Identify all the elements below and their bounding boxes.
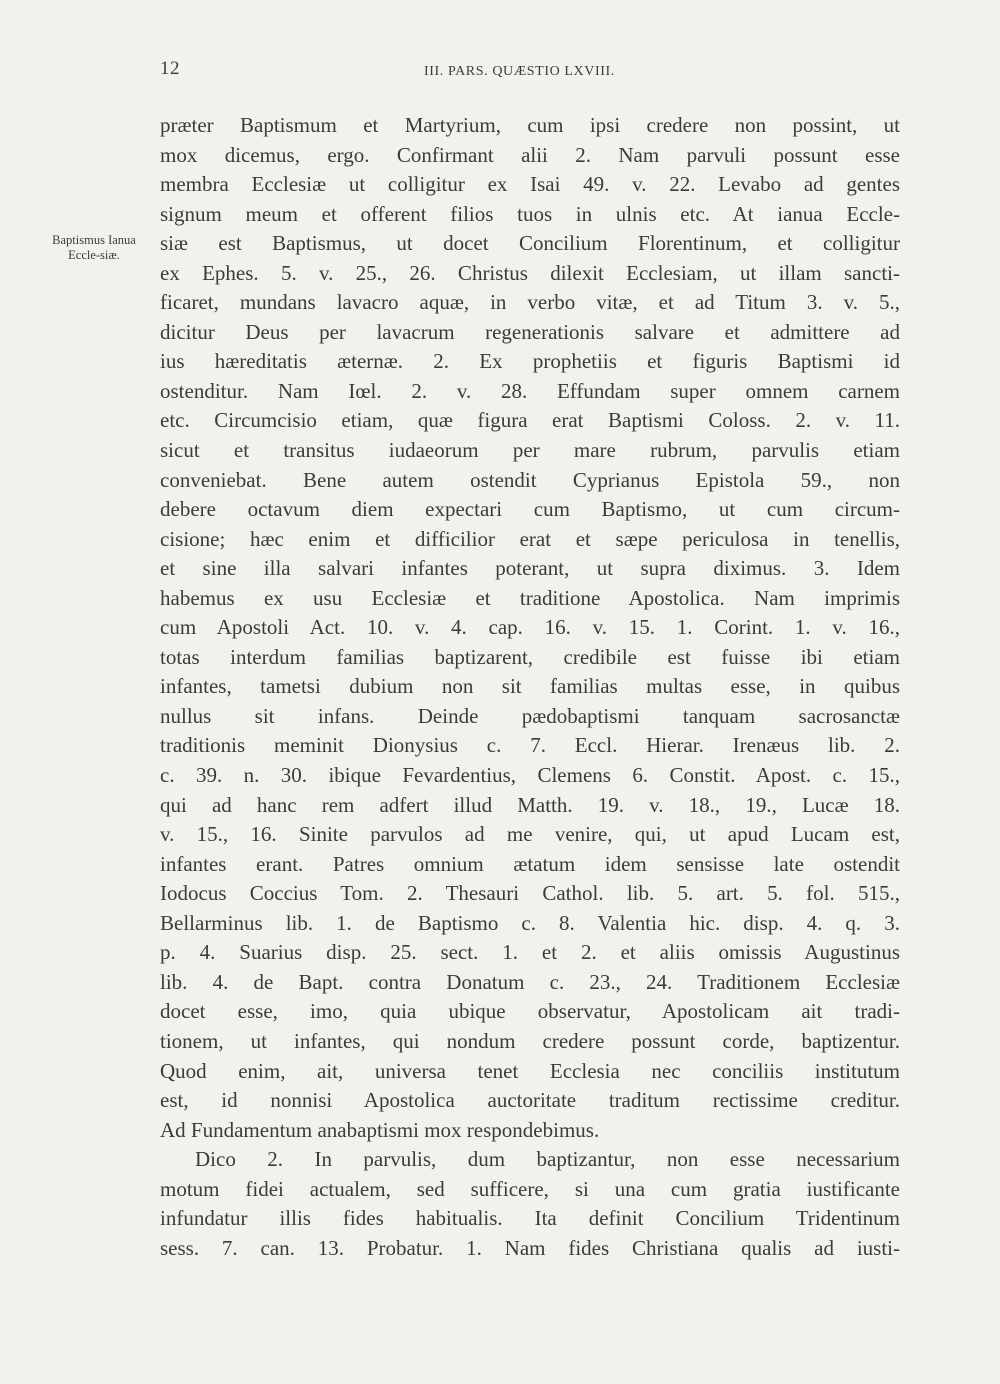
page-number: 12 [160,58,180,79]
text-line: lib. 4. de Bapt. contra Donatum c. 23., 24. Traditionem Ecclesiæ [160,969,900,994]
text-line: et sine illa salvari infantes poterant, ut supra diximus. 3. Idem [160,556,900,581]
text-line: sicut et transitus iudaeorum per mare rubrum, parvulis etiam [160,438,900,463]
text-line: qui ad hanc rem adfert illud Matth. 19. v. 18., 19., Lucæ 18. [160,792,900,817]
text-line: docet esse, imo, quia ubique observatur, Apostolicam ait tradi- [160,999,900,1024]
text-line: infundatur illis fides habitualis. Ita definit Concilium Tridentinum [160,1206,900,1231]
text-line: ex Ephes. 5. v. 25., 26. Christus dilexit Ecclesiam, ut illam sancti- [160,260,900,285]
text-line: c. 39. n. 30. ibique Fevardentius, Clemens 6. Constit. Apost. c. 15., [160,763,900,788]
text-line: p. 4. Suarius disp. 25. sect. 1. et 2. et aliis omissis Augustinus [160,940,900,965]
text-line: cum Apostoli Act. 10. v. 4. cap. 16. v. 15. 1. Corint. 1. v. 16., [160,615,900,640]
text-line: etc. Circumcisio etiam, quæ figura erat Baptismi Coloss. 2. v. 11. [160,408,900,433]
text-line: Quod enim, ait, universa tenet Ecclesia nec conciliis institutum [160,1058,900,1083]
text-line: conveniebat. Bene autem ostendit Cyprianus Epistola 59., non [160,467,900,492]
text-line: habemus ex usu Ecclesiæ et traditione Apostolica. Nam imprimis [160,585,900,610]
body-text [145,111,900,1263]
text-line: v. 15., 16. Sinite parvulos ad me venire, qui, ut apud Lucam est, [160,822,900,847]
margin-note: Baptismus Ianua Eccle-siæ. [52,233,136,262]
running-head: III. PARS. QUÆSTIO LXVIII. [424,64,615,79]
text-line: totas interdum familias baptizarent, credibile est fuisse ibi etiam [160,644,900,669]
text-line: dicitur Deus per lavacrum regenerationis salvare et admittere ad [160,319,900,344]
text-line: nullus sit infans. Deinde pædobaptismi tanquam sacrosanctæ [160,703,900,728]
text-line: Dico 2. In parvulis, dum baptizantur, non esse necessarium [195,1147,900,1172]
text-line: præter Baptismum et Martyrium, cum ipsi credere non possint, ut [160,113,900,137]
text-line: signum meum et offerent filios tuos in ulnis etc. At ianua Eccle- [160,201,900,226]
text-line: Bellarminus lib. 1. de Baptismo c. 8. Valentia hic. disp. 4. q. 3. [160,910,900,935]
text-line: membra Ecclesiæ ut colligitur ex Isai 49. v. 22. Levabo ad gentes [160,172,900,197]
text-line: infantes, tametsi dubium non sit familias multas esse, in quibus [160,674,900,699]
text-line: siæ est Baptismus, ut docet Concilium Florentinum, et colligitur [160,231,900,256]
text-line: motum fidei actualem, sed sufficere, si una cum gratia iustificante [160,1176,900,1201]
text-line: tionem, ut infantes, qui nondum credere possunt corde, baptizentur. [160,1028,900,1053]
text-line: est, id nonnisi Apostolica auctoritate traditum rectissime creditur. [160,1088,900,1113]
text-line: ostenditur. Nam Iœl. 2. v. 28. Effundam super omnem carnem [160,378,900,403]
text-line: mox dicemus, ergo. Confirmant alii 2. Nam parvuli possunt esse [160,142,900,167]
text-line: cisione; hæc enim et difficilior erat et sæpe periculosa in tenellis, [160,526,900,551]
text-line: sess. 7. can. 13. Probatur. 1. Nam fides Christiana qualis ad iusti- [160,1235,900,1260]
text-line: Iodocus Coccius Tom. 2. Thesauri Cathol. lib. 5. art. 5. fol. 515., [160,881,900,906]
text-line: ficaret, mundans lavacro aquæ, in verbo vitæ, et ad Titum 3. v. 5., [160,290,900,315]
text-line: infantes erant. Patres omnium ætatum idem sensisse late ostendit [160,851,900,876]
text-line: debere octavum diem expectari cum Baptismo, ut cum circum- [160,497,900,522]
text-line: Ad Fundamentum anabaptismi mox respondebimus. [160,1117,600,1142]
text-line: ius hæreditatis æternæ. 2. Ex prophetiis et figuris Baptismi id [160,349,900,374]
text-line: traditionis meminit Dionysius c. 7. Eccl. Hierar. Irenæus lib. 2. [160,733,900,758]
